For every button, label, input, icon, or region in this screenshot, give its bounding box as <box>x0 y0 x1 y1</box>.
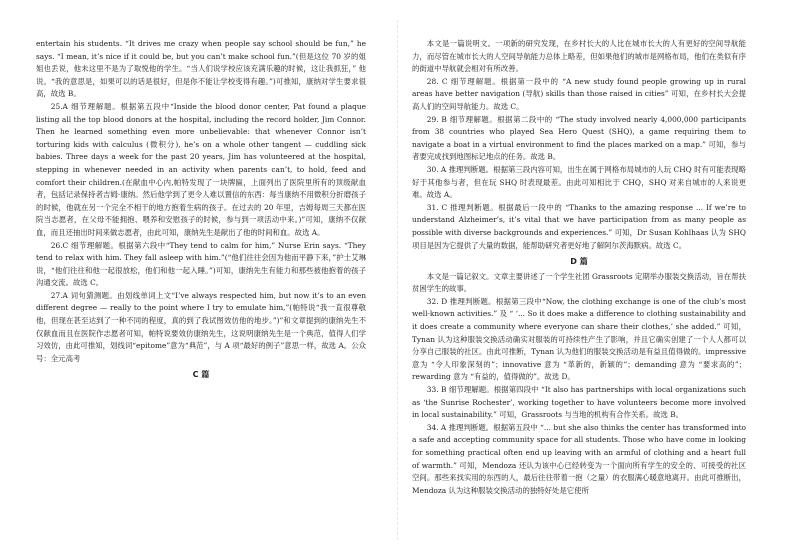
paragraph: entertain his students. “It drives me crazy when people say school should be fun,” he says. “I mean, it’s nice if it could be, but you can’t make school fun.”(但是这位 70 岁的姐姐也丢说，他未这里不是为了取悦他的学生。“当人们说学校应该充满乐趣的时候，这让我抓狂，” 他说。“我的意思是，如果可以的话是很好，但是你不能让学校变得有趣。”)可推知，康纳对学生要求很高，故选 B。 <box>36 39 366 99</box>
paragraph: 25.A 细节理解题。根据第五段中“Inside the blood donor center, Pat found a plaque listing all the top blood donors at the hospital, including the record holder, Jim Connor. Then he learned something even more unbelievable: that whenever Connor isn’t torturing kids with calculus (微积分), he’s on a whole other tangent — cuddling sick babies. Three days a week for the past 20 years, Jim has volunteered at the hospital, stepping in whenever needed in an activity when parents can’t, to hold, feed and comfort their children.(在献血中心内,帕特发现了一块牌匾，上面列出了医院里所有的顶级献血者，包括记录保持者吉姆·康纳。然后他学到了更令人难以置信的东西：每当康纳不用微积分折磨孩子的时候，他就在另一个完全不相干的地方抱着生病的孩子。在过去的 20 年里，吉姆每周三天都在医院当志愿者，在父母不能拥抱、喂养和安慰孩子的时候，参与到一项活动中来。)”可知，康纳不仅献血，而且还抽出时间来做志愿者，由此可知，康纳先生是献出了他的时间和血。故选 A。 <box>36 101 366 237</box>
paragraph: 34. A 推理判断题。根据第五段中 “... but she also thinks the center has transformed into a safe and accepting community space for all students. Those who have come in looking for something practical often end up leaving with an armful of clothing and a heart full of warmth.” 可知，Mendoza 还认为该中心已经转变为一个面向所有学生的安全的、可接受的社区空间。那些来找实用的东西的人，最后往往带着一抱（之量）的衣服满心暖意地离开。由此可推断出，Mendoza 认为这种服装交换活动的独特好处是它使所 <box>412 422 746 495</box>
paragraph: 29. B 细节理解题。根据第二段中的 “The study involved nearly 4,000,000 participants from 38 countries who played Sea Hero Quest (SHQ), a game requiring them to navigate a boat in a virtual environment to find the places marked on a map.” 可知，参与者要完成找到地图标记地点的任务。故选 B。 <box>412 114 746 162</box>
paragraph: 32. D 推理判断题。根据第三段中“Now, the clothing exchange is one of the club’s most well-known activities.” 及 “ ‘... So it does make a difference to clothing sustainability and it does create a community where everyone can share their clothes,’ she added.” 可知，Tynan 认为这种服装交换活动确实对服装的可持续性产生了影响，并且它确实创建了一个人人都可以分享自己服装的社区。由此可推断，Tynan 认为他们的服装交换活动是有益且值得做的。impressive 意为 “令人印象深刻的”；innovative 意为 “革新的，新颖的”；demanding 意为 “要求高的”；rewarding 意为 “有益的，值得做的”。故选 D。 <box>412 296 746 382</box>
paragraph: 本文是一篇记叙文。文章主要讲述了一个学生社团 Grassroots 定期举办服装交换活动，旨在帮扶贫困学生的故事。 <box>412 271 746 294</box>
section-heading-c: C 篇 <box>192 370 210 380</box>
paragraph: 本文是一篇说明文。一项新的研究发现，在乡村长大的人比在城市长大的人有更好的空间导航能力，而尽管在城市长大的人空间导航能力总体上略差，但如果他们的城市是网格布局，他们在类似有序的街道中导航就会相对有所改善。 <box>412 39 746 74</box>
paragraph: 28. C 细节理解题。根据第一段中的 “A new study found people growing up in rural areas have better navigation (导航) skills than those raised in cities” 可知，在乡村长大会提高人们的空间导航能力。故选 C。 <box>412 76 746 111</box>
left-column <box>36 38 366 384</box>
paragraph: 27.A 词句猜测题。由划线单词上文“I’ve always respected him, but now it’s to an even different degree — really to the point where I try to emulate him,”(帕特说“我一直很尊敬他，但现在甚至达到了一种不同的程度，真的到了我试图效仿他的地步。”)”和文章提到的康纳先生不仅献血而且在医院作志愿者可知，帕特说要效仿康纳先生，这说明康纳先生是一个典范，值得人们学习效仿，由此可推知，划线词“epitome”意为“典范”，与 A 项“最好的例子”意思一样，故选 A。公众号：全元高考 <box>36 290 366 363</box>
paragraph: 33. B 细节理解题。根据第四段中 “It also has partnerships with local organizations such as ‘the Sunrise Rochester’, working together to have volunteers become more involved in local sustainability.” 可知，Grassroots 与当地的机构有合作关系。故选 B。 <box>412 385 746 420</box>
paragraph: 26.C 细节理解题。根据第六段中“They tend to calm for him,” Nurse Erin says. “They tend to relax with him. They fall asleep with him.”(“他们往往会因为他而平静下来，”护士艾琳说，“他们往往和他一起很放松，他们和他一起入睡。”)可知，康纳先生有能力和那些被他抱着的孩子沟通交流。故选 C。 <box>36 240 366 288</box>
paragraph: 31. C 推理判断题。根据最后一段中的 “Thanks to the amazing response ... If we’re to understand Alzheimer’s, it’s vital that we have participation from as many people as possible with diverse backgrounds and experiences.” 可知，Dr Susan Kohlhaas 认为 SHQ 项目是因为它提供了大量的数据，能帮助研究者更好地了解阿尔茨海默病。故选 C。 <box>412 202 746 250</box>
section-heading-d: D 篇 <box>570 257 588 267</box>
paragraph: 30. A 推理判断题。根据第三段内容可知，出生在属于网格布局城市的人玩 CHQ 时有可能表现略好于其他参与者，但在玩 SHQ 时表现最差。由此可知相比于 CHQ，SHQ 对来自城市的人来说更难。故选 A。 <box>412 164 746 200</box>
column-divider <box>397 20 398 540</box>
right-column <box>412 38 746 497</box>
